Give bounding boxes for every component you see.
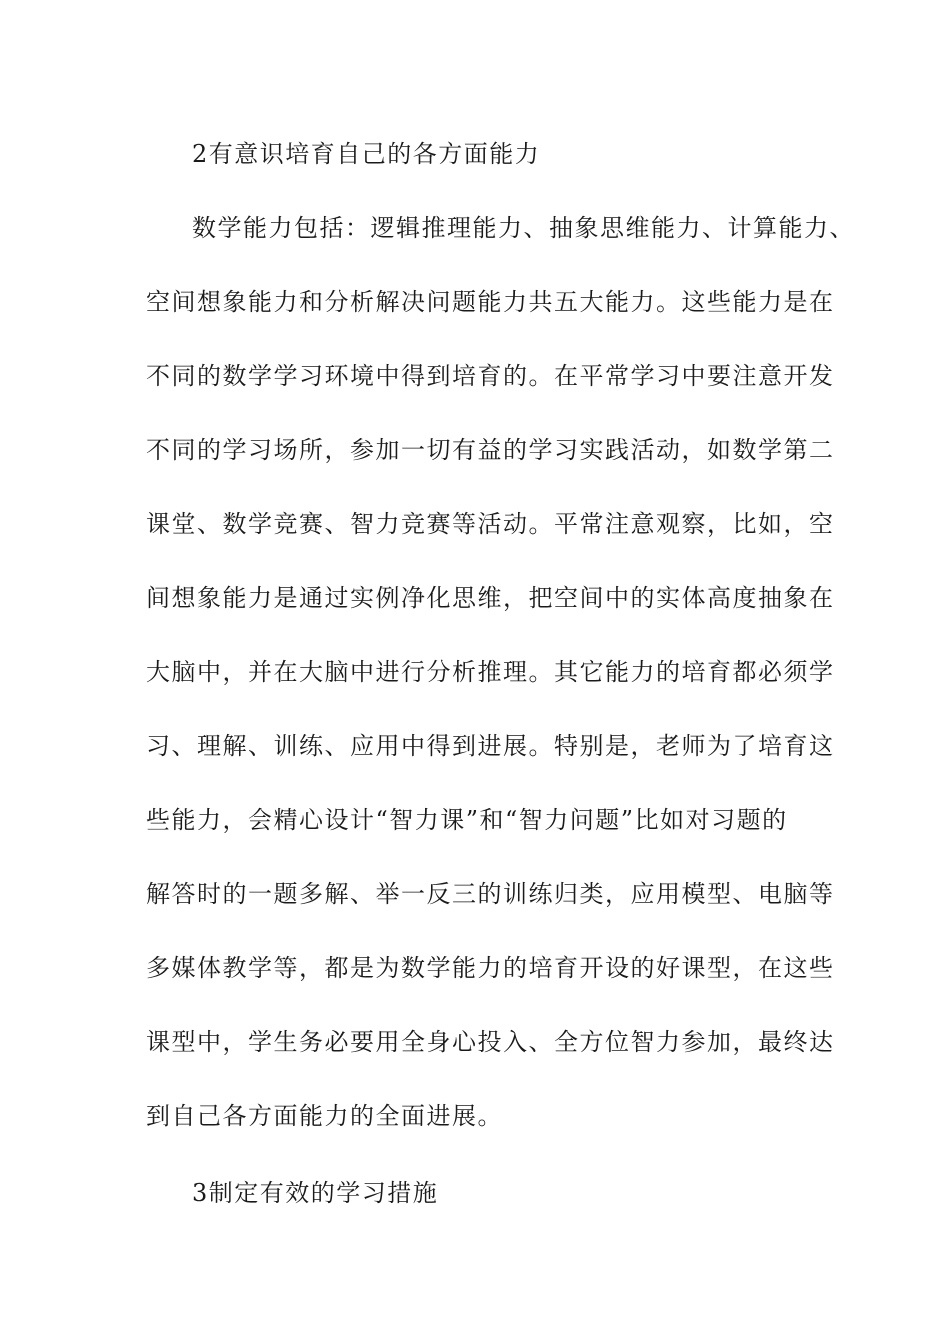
- paragraph-line-2: 空间想象能力和分析解决问题能力共五大能力。这些能力是在: [146, 288, 835, 316]
- paragraph-line-8: 习、理解、训练、应用中得到进展。特别是，老师为了培育这: [146, 732, 835, 760]
- section-heading-2: 2有意识培育自己的各方面能力: [192, 140, 541, 168]
- paragraph-line-11: 多媒体教学等，都是为数学能力的培育开设的好课型，在这些: [146, 954, 835, 982]
- paragraph-line-13: 到自己各方面能力的全面进展。: [146, 1102, 503, 1130]
- paragraph-line-3: 不同的数学学习环境中得到培育的。在平常学习中要注意开发: [146, 362, 835, 390]
- paragraph-line-12: 课型中，学生务必要用全身心投入、全方位智力参加，最终达: [146, 1028, 835, 1056]
- paragraph-line-4: 不同的学习场所，参加一切有益的学习实践活动，如数学第二: [146, 436, 835, 464]
- paragraph-line-7: 大脑中，并在大脑中进行分析推理。其它能力的培育都必须学: [146, 658, 835, 686]
- paragraph-line-1: 数学能力包括：逻辑推理能力、抽象思维能力、计算能力、: [192, 214, 855, 242]
- paragraph-line-5: 课堂、数学竞赛、智力竞赛等活动。平常注意观察，比如，空: [146, 510, 835, 538]
- section-heading-3: 3制定有效的学习措施: [192, 1179, 439, 1207]
- paragraph-line-6: 间想象能力是通过实例净化思维，把空间中的实体高度抽象在: [146, 584, 835, 612]
- paragraph-line-9: 些能力，会精心设计“智力课”和“智力问题”比如对习题的: [146, 806, 788, 834]
- paragraph-line-10: 解答时的一题多解、举一反三的训练归类，应用模型、电脑等: [146, 880, 835, 908]
